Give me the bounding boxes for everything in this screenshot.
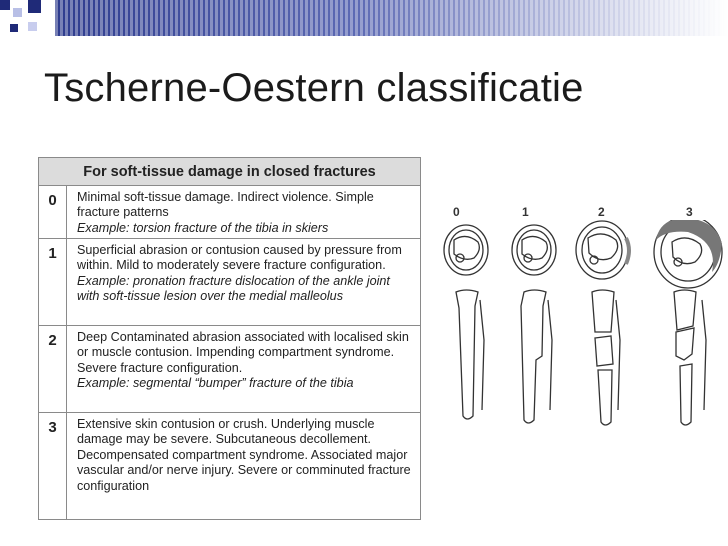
grade-number: 0 <box>39 186 67 238</box>
fracture-illustration <box>430 220 728 525</box>
logo-square-3 <box>28 0 41 13</box>
description-text: Extensive skin contusion or crush. Underlying muscle damage may be severe. Subcutaneous decollement. Decompensated compartment syndrome. Associated major vascular and/or nerve injury. Severe or comminuted fracture configuration <box>77 417 411 493</box>
logo-square-2 <box>13 8 22 17</box>
grade-label-2: 2 <box>598 205 605 219</box>
logo-square-4 <box>10 24 18 32</box>
grade-number: 3 <box>39 413 67 520</box>
slide-title: Tscherne-Oestern classificatie <box>44 66 584 110</box>
grade-number: 2 <box>39 326 67 412</box>
grade-0-drawing <box>444 225 488 419</box>
grade-3-drawing <box>654 220 722 425</box>
grade-1-drawing <box>512 225 556 423</box>
table-row-2 <box>39 326 420 413</box>
description-text: Superficial abrasion or contusion caused by pressure from within. Mild to moderately severe fracture configuration. <box>77 243 402 273</box>
grade-label-1: 1 <box>522 205 529 219</box>
logo-square-5 <box>28 22 37 31</box>
description-text: Minimal soft-tissue damage. Indirect violence. Simple fracture patterns <box>77 190 374 220</box>
logo-square-1 <box>0 0 10 10</box>
table-row-0 <box>39 186 420 239</box>
description-example: Example: segmental “bumper” fracture of the tibia <box>77 376 354 391</box>
grade-description <box>67 413 420 520</box>
grade-number: 1 <box>39 239 67 325</box>
grade-description <box>67 326 420 412</box>
classification-table <box>38 157 421 520</box>
grade-2-drawing <box>576 221 629 425</box>
grade-description <box>67 186 420 238</box>
grade-description <box>67 239 420 325</box>
description-example: Example: pronation fracture dislocation of the ankle joint with soft-tissue lesion over the medial malleolus <box>77 273 390 304</box>
grade-label-0: 0 <box>453 205 460 219</box>
table-row-3 <box>39 413 420 520</box>
grade-label-3: 3 <box>686 205 693 219</box>
description-text: Deep Contaminated abrasion associated with localised skin or muscle contusion. Impending compartment syndrome. Severe fracture configuration. <box>77 330 409 375</box>
table-row-1 <box>39 239 420 326</box>
table-header: For soft-tissue damage in closed fractures <box>39 158 420 186</box>
description-example: Example: torsion fracture of the tibia in skiers <box>77 220 329 235</box>
top-gradient-bar <box>0 0 728 38</box>
